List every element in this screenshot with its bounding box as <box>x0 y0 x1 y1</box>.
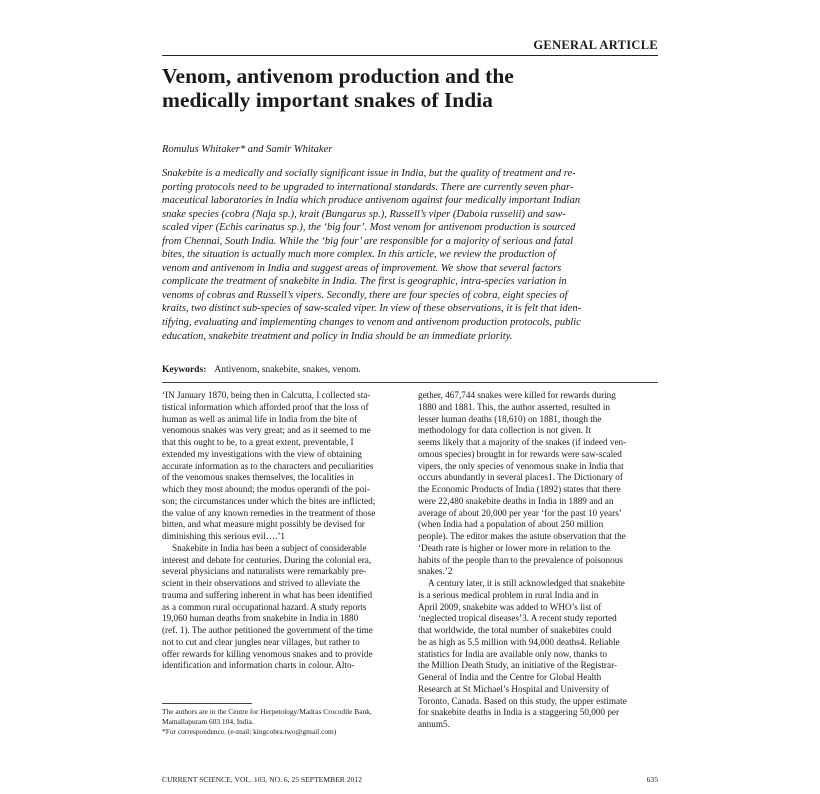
body-line: lesser human deaths (18,610) on 1881, though the <box>418 413 602 424</box>
body-column-left <box>162 390 404 672</box>
abstract-line: venoms of cobras and Russell’s vipers. Secondly, there are four species of cobra, eight species of <box>162 289 568 301</box>
body-line: (ref. 1). The author petitioned the government of the time <box>162 625 373 635</box>
body-line: average of about 20,000 per year ‘for the past 10 years’ <box>418 507 622 518</box>
keywords-rule <box>162 382 658 383</box>
journal-citation: CURRENT SCIENCE, VOL. 103, NO. 6, 25 SEPTEMBER 2012 <box>162 775 362 784</box>
body-line: not to cut and clear jungles near villages, but rather to <box>162 636 360 647</box>
body-line: people). The editor makes the astute observation that the <box>418 531 626 541</box>
abstract-line: from Chennai, South India. While the ‘big four’ are responsible for a majority of serious and fatal <box>162 235 574 247</box>
body-line: omous species) brought in for rewards were saw-scaled <box>418 448 622 459</box>
body-line: Snakebite in India has been a subject of considerable <box>172 542 367 553</box>
body-line: gether, 467,744 snakes were killed for rewards during <box>418 390 616 400</box>
body-line: seems likely that a majority of the snakes (if indeed ven- <box>418 437 627 447</box>
title-line: medically important snakes of India <box>162 88 493 112</box>
abstract-line: scaled viper (Echis carinatus sp.), the ‘big four’. Most venom for antivenom production is sourced <box>162 222 576 234</box>
body-line: General of India and the Centre for Global Health <box>418 672 602 682</box>
section-label: GENERAL ARTICLE <box>533 38 658 52</box>
body-line: occurs abundantly in several places1. The Dictionary of <box>418 472 623 483</box>
body-line: Toronto, Canada. Based on this study, the upper estimate <box>418 695 627 706</box>
article-authors: Romulus Whitaker* and Samir Whitaker <box>162 144 333 155</box>
footnote-line: *For correspondence. (e-mail: kingcobra.two@gmail.com) <box>162 727 337 736</box>
body-line: be as high as 5.5 million with 94,000 deaths4. Reliable <box>418 636 620 647</box>
keywords-label: Keywords: <box>162 365 207 375</box>
abstract-line: maceutical laboratories in India which produce antivenom against four medically important Indian <box>162 195 581 207</box>
body-line: extended my investigations with the view of obtaining <box>162 448 362 459</box>
body-line: son; the circumstances under which the bites are inflicted; <box>162 495 376 506</box>
body-line: human as well as animal life in India from the bite of <box>162 413 358 424</box>
body-line: trauma and suffering inherent in what has been identified <box>162 589 373 600</box>
body-column-right <box>418 390 660 731</box>
body-line: offer rewards for killing venomous snakes and to provide <box>162 648 373 659</box>
abstract-line: tifying, evaluating and implementing changes to venom and antivenom production protocols, public <box>162 317 581 329</box>
abstract-line: education, snakebite treatment and policy in India should be an immediate priority. <box>162 330 513 342</box>
body-line: annum5. <box>418 719 450 729</box>
body-line: vipers, the only species of venomous snake in India that <box>418 460 624 471</box>
body-line: identification and information charts in colour. Alto- <box>162 660 355 671</box>
title-line: Venom, antivenom production and the <box>162 64 514 88</box>
header-rule <box>162 55 658 56</box>
abstract-line: porting protocols need to be upgraded to international standards. There are currently seven phar- <box>162 181 574 193</box>
body-line: habits of the people than to the prevalence of poisonous <box>418 554 623 565</box>
article-title <box>162 64 662 112</box>
body-line: April 2009, snakebite was added to WHO’s list of <box>418 601 602 612</box>
abstract-line: bites, the situation is actually much more complex. In this article, we review the production of <box>162 249 556 261</box>
body-line: A century later, it is still acknowledged that snakebite <box>428 578 625 588</box>
abstract-line: kraits, two distinct sub-species of saw-scaled viper. In view of these observations, it is felt that iden- <box>162 303 582 315</box>
body-line: is a serious medical problem in rural India and in <box>418 589 599 600</box>
body-line: ‘Death rate is higher or lower more in relation to the <box>418 542 611 553</box>
body-line: several physicians and naturalists were remarkably pre- <box>162 566 367 577</box>
body-line: of the venomous snakes themselves, the localities in <box>162 472 354 483</box>
body-line: statistics for India are available only now, thanks to <box>418 648 607 659</box>
body-line: snakes.’2 <box>418 566 453 577</box>
abstract-line: complicate the treatment of snakebite in India. The first is geographic, intra-species variation in <box>162 276 567 288</box>
body-line: tistical information which afforded proof that the loss of <box>162 401 369 412</box>
abstract-line: Snakebite is a medically and socially significant issue in India, but the quality of treatment and re- <box>162 168 576 179</box>
body-line: venomous snakes was very great; and as it seemed to me <box>162 425 371 436</box>
body-line: (when India had a population of about 250 million <box>418 519 604 530</box>
footnotes <box>162 707 372 737</box>
body-line: the value of any known remedies in the treatment of those <box>162 507 376 518</box>
footnote-rule <box>162 703 252 704</box>
abstract <box>162 167 662 343</box>
body-line: bitten, and what measure might possibly be devised for <box>162 519 365 530</box>
page-number: 635 <box>646 775 658 784</box>
body-line: which they most abound; the modus operandi of the poi- <box>162 484 370 494</box>
abstract-line: venom and antivenom in India and suggest areas of improvement. We show that several factors <box>162 262 562 274</box>
body-line: ‘IN January 1870, being then in Calcutta, I collected sta- <box>162 390 371 400</box>
body-line: that this ought to be, to a great extent, preventable, I <box>162 437 354 447</box>
keywords <box>162 365 361 375</box>
footnote-line: The authors are in the Centre for Herpetology/Madras Crocodile Bank, <box>162 707 372 716</box>
body-line: as a common rural occupational hazard. A study reports <box>162 601 367 612</box>
body-line: scient in their observations and strived to alleviate the <box>162 578 360 588</box>
body-line: the Economic Products of India (1892) states that there <box>418 484 621 494</box>
keywords-list: Antivenom, snakebite, snakes, venom. <box>214 365 361 375</box>
body-line: accurate information as to the characters and peculiarities <box>162 460 374 471</box>
footnote-line: Mamallapuram 603 104, India. <box>162 717 254 726</box>
body-line: ‘neglected tropical diseases’3. A recent study reported <box>418 613 617 624</box>
body-line: were 22,480 snakebite deaths in India in 1889 and an <box>418 495 614 506</box>
abstract-line: snake species (cobra (Naja sp.), krait (Bungarus sp.), Russell’s viper (Daboia russelii) and saw- <box>162 208 566 220</box>
body-line: Research at St Michael’s Hospital and University of <box>418 683 610 694</box>
body-line: 1880 and 1881. This, the author asserted, resulted in <box>418 401 610 412</box>
body-line: diminishing this serious evil….’1 <box>162 531 286 541</box>
body-line: interest and debate for centuries. During the colonial era, <box>162 554 372 565</box>
body-line: that worldwide, the total number of snakebites could <box>418 625 612 635</box>
body-line: the Million Death Study, an initiative of the Registrar- <box>418 660 618 671</box>
body-line: 19,060 human deaths from snakebite in India in 1880 <box>162 613 359 624</box>
body-line: methodology for data collection is not given. It <box>418 425 591 436</box>
body-line: for snakebite deaths in India is a staggering 50,000 per <box>418 707 620 718</box>
